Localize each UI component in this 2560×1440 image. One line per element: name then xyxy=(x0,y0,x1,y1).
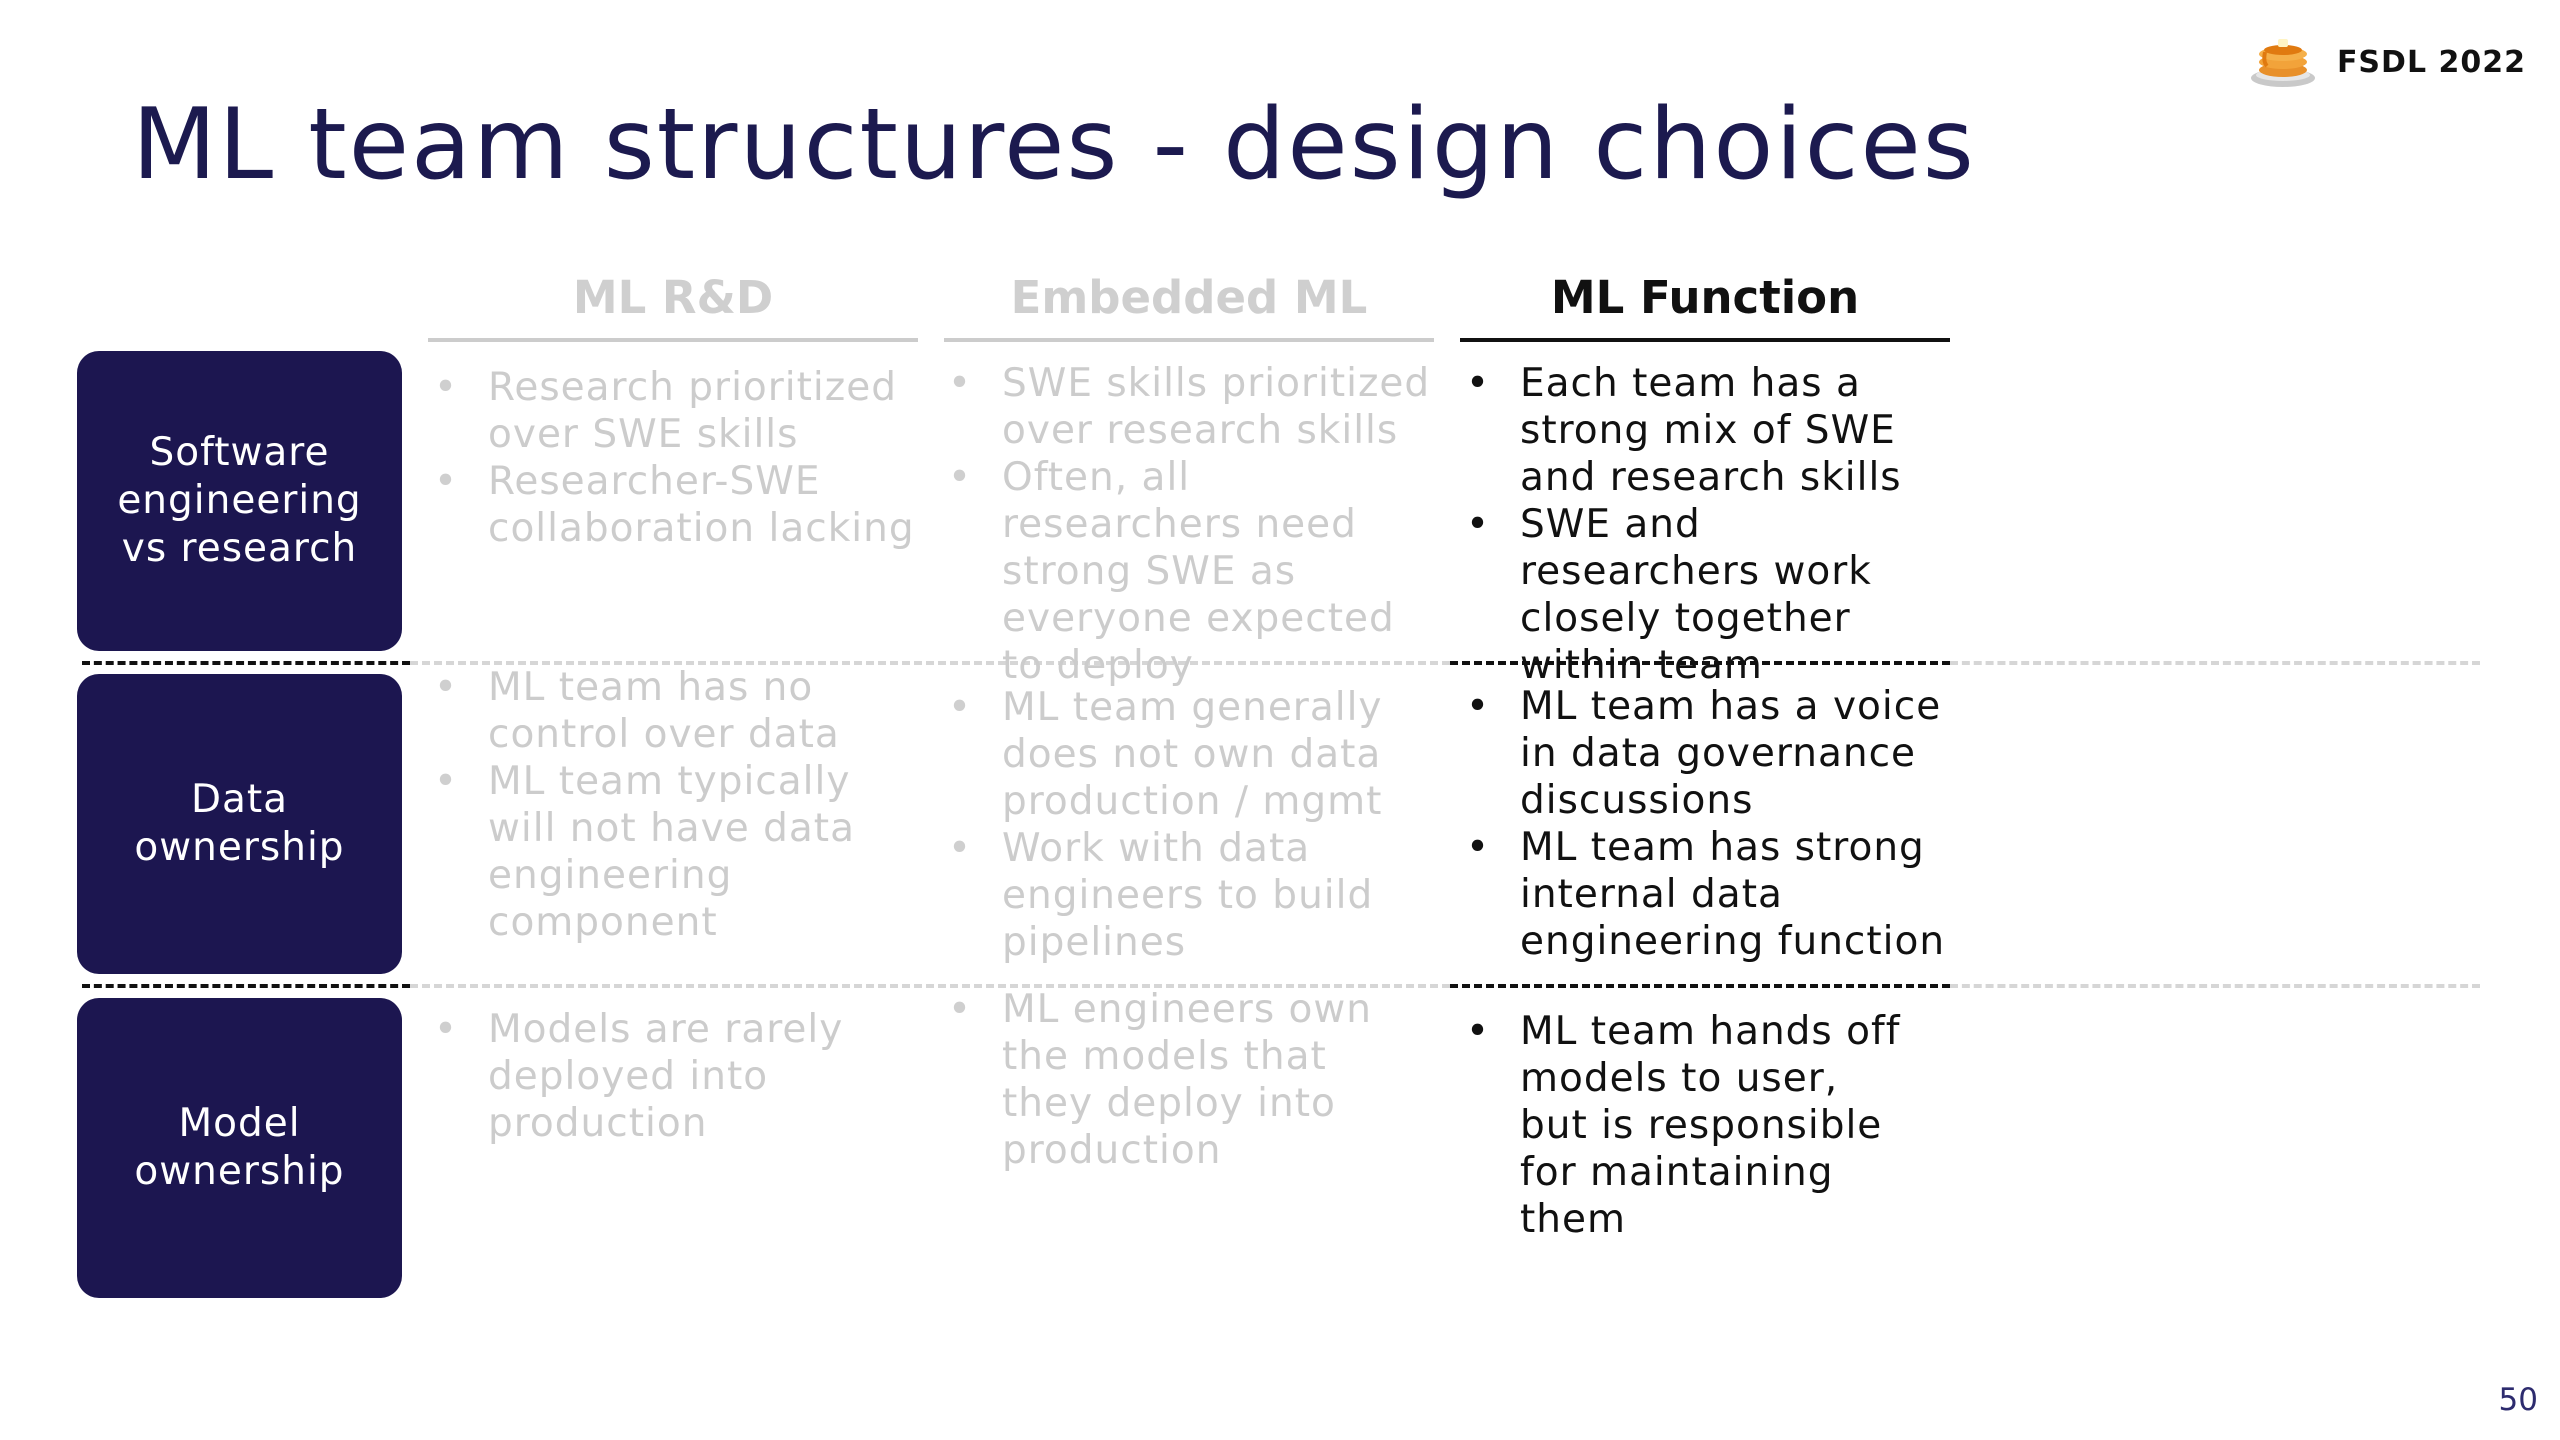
cell-item: • Research prioritized over SWE skills xyxy=(434,364,920,458)
cell-item: • Researcher-SWE collaboration lacking xyxy=(434,458,920,552)
column-underline xyxy=(944,338,1434,342)
cell-item: • SWE and researchers work closely together within team xyxy=(1466,501,1952,689)
column-header-embedded-ml: Embedded ML xyxy=(1010,271,1368,324)
row-divider xyxy=(1450,984,1950,988)
column-header-ml-rnd: ML R&D xyxy=(572,271,774,324)
cell-item: • Each team has a strong mix of SWE and research skills xyxy=(1466,360,1952,501)
cell-item: • Work with data engineers to build pipelines xyxy=(948,825,1398,966)
row-divider xyxy=(82,984,410,988)
cell-list-function-swe xyxy=(1466,360,1952,689)
cell-item: • SWE skills prioritized over research skills xyxy=(948,360,1438,454)
cell-list-embedded-swe xyxy=(948,360,1438,689)
page-number: 50 xyxy=(2498,1382,2538,1418)
cell-item: • ML team has a voice in data governance discussions xyxy=(1466,683,1946,824)
cell-item: • ML team has strong internal data engineering function xyxy=(1466,824,1946,965)
cell-item: • Models are rarely deployed into production xyxy=(434,1006,894,1147)
row-label-text: Software engineering vs research xyxy=(117,430,362,571)
column-underline xyxy=(428,338,918,342)
cell-item: • ML team generally does not own data production / mgmt xyxy=(948,684,1398,825)
row-label-text: Model ownership xyxy=(134,1101,345,1194)
cell-list-mlrnd-data xyxy=(434,664,894,946)
pancakes-icon xyxy=(2249,32,2317,92)
cell-item: • ML team hands off models to user, but is responsible for maintaining them xyxy=(1466,1008,1906,1243)
cell-list-function-data xyxy=(1466,683,1946,965)
cell-list-mlrnd-model xyxy=(434,1006,894,1147)
cell-list-embedded-model xyxy=(948,986,1428,1174)
slide-title: ML team structures - design choices xyxy=(132,88,1976,202)
row-label-swe-vs-research xyxy=(77,351,402,651)
cell-item: • ML team has no control over data xyxy=(434,664,894,758)
row-divider xyxy=(82,661,410,665)
row-label-model-ownership xyxy=(77,998,402,1298)
cell-list-embedded-data xyxy=(948,684,1398,966)
brand-label: FSDL 2022 xyxy=(2336,44,2526,80)
cell-list-function-model xyxy=(1466,1008,1906,1243)
column-header-ml-function: ML Function xyxy=(1550,271,1860,324)
cell-item: • Often, all researchers need strong SWE as everyone expected to deploy xyxy=(948,454,1438,689)
cell-list-mlrnd-swe xyxy=(434,364,920,552)
row-label-data-ownership xyxy=(77,674,402,974)
row-label-text: Data ownership xyxy=(134,777,345,870)
row-divider xyxy=(1950,984,2480,988)
cell-item: • ML engineers own the models that they deploy into production xyxy=(948,986,1428,1174)
row-divider xyxy=(1950,661,2480,665)
cell-item: • ML team typically will not have data engineering component xyxy=(434,758,894,946)
brand xyxy=(2249,32,2526,92)
column-underline-active xyxy=(1460,338,1950,342)
